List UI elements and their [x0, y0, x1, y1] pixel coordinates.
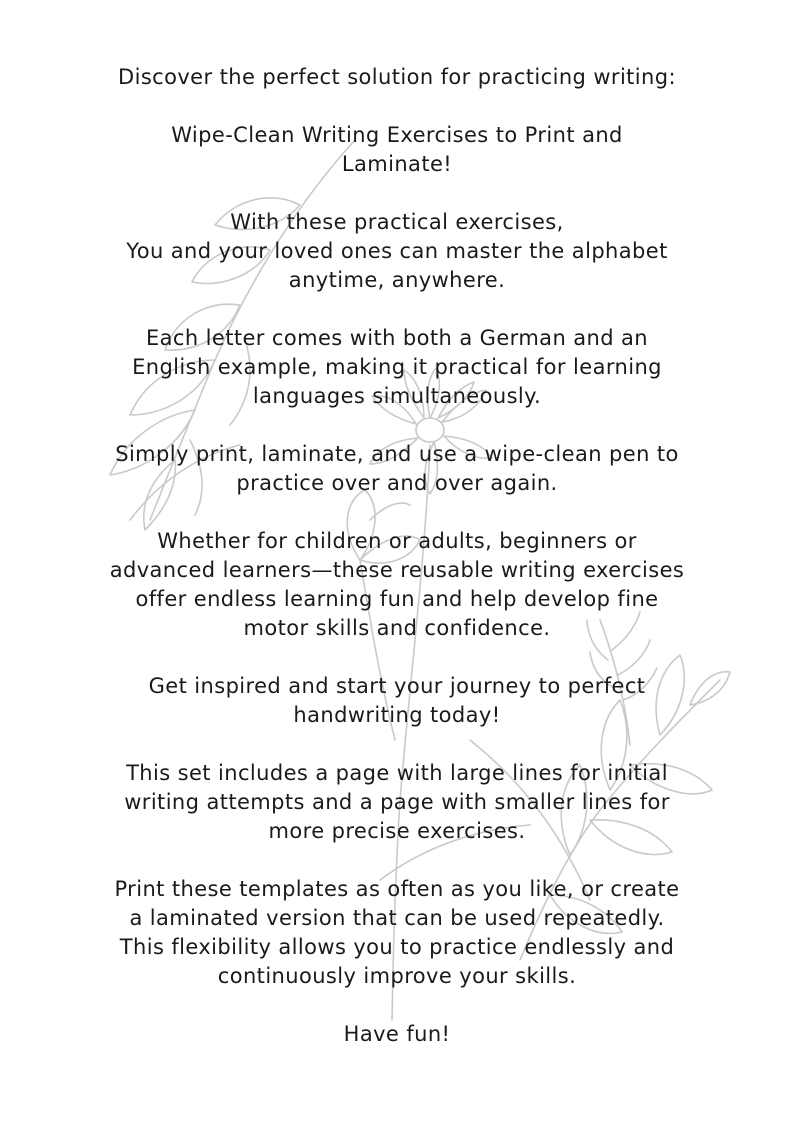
text-line: You and your loved ones can master the alphabet [126, 239, 668, 263]
paragraph [60, 324, 734, 411]
text-line: writing attempts and a page with smaller lines for [124, 790, 670, 814]
paragraph [60, 527, 734, 643]
paragraph [60, 672, 734, 730]
document-body [60, 63, 734, 1078]
text-line: Simply print, laminate, and use a wipe-clean pen to [115, 442, 679, 466]
paragraph [60, 1020, 734, 1049]
paragraph [60, 440, 734, 498]
text-line: a laminated version that can be used repeatedly. [129, 906, 665, 930]
text-line: advanced learners—these reusable writing exercises [109, 558, 685, 582]
text-line: Get inspired and start your journey to perfect [148, 674, 646, 698]
text-line: Print these templates as often as you like, or create [114, 877, 680, 901]
text-line: With these practical exercises, [230, 210, 564, 234]
paragraph [60, 208, 734, 295]
text-line: continuously improve your skills. [217, 964, 577, 988]
text-line: Discover the perfect solution for practicing writing: [118, 65, 676, 89]
text-line: motor skills and confidence. [243, 616, 551, 640]
text-line: anytime, anywhere. [288, 268, 506, 292]
paragraph [60, 875, 734, 991]
text-line: more precise exercises. [268, 819, 526, 843]
paragraph [60, 121, 734, 179]
text-line: Have fun! [343, 1022, 451, 1046]
text-line: Whether for children or adults, beginners or [157, 529, 637, 553]
text-line: This set includes a page with large lines for initial [126, 761, 668, 785]
paragraph [60, 63, 734, 92]
text-line: English example, making it practical for learning [132, 355, 662, 379]
text-line: offer endless learning fun and help develop fine [135, 587, 659, 611]
text-line: Wipe-Clean Writing Exercises to Print and [171, 123, 623, 147]
text-line: Laminate! [341, 152, 453, 176]
text-line: practice over and over again. [236, 471, 558, 495]
text-line: This flexibility allows you to practice endlessly and [119, 935, 675, 959]
paragraph [60, 759, 734, 846]
text-line: languages simultaneously. [252, 384, 542, 408]
text-line: handwriting today! [293, 703, 501, 727]
text-line: Each letter comes with both a German and an [145, 326, 648, 350]
